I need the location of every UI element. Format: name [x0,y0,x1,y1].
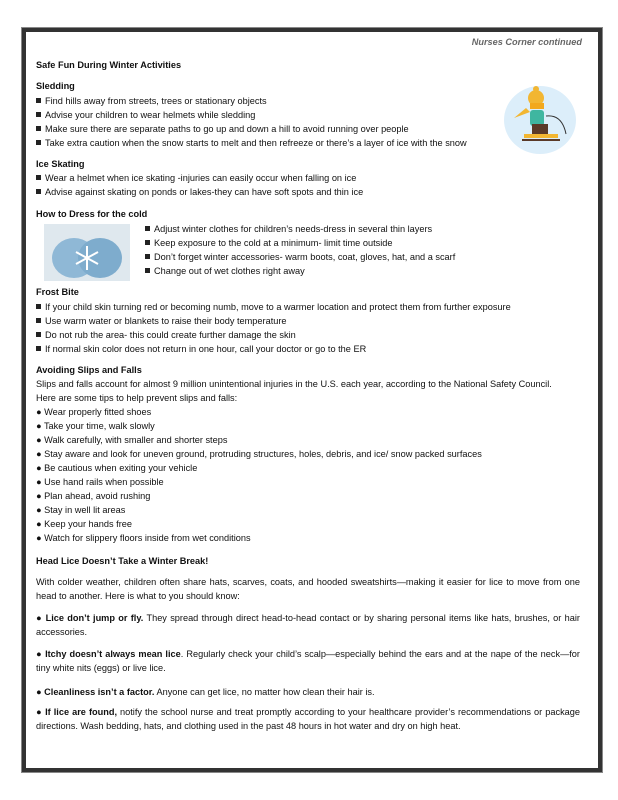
dot-bullet-icon: ● [36,649,43,659]
list-item [36,343,366,355]
dot-bullet-icon: ● [36,533,42,543]
list-item [36,490,150,502]
dot-bullet-icon: ● [36,435,42,445]
list-item [36,95,267,107]
lice-point-lead: Cleanliness isn’t a factor. [44,687,155,697]
list-item [36,420,155,432]
mittens-snowflake-photo [44,224,130,281]
square-bullet-icon [145,240,150,245]
list-item-text: Take your time, walk slowly [43,421,155,431]
frostbite-heading: Frost Bite [36,287,79,297]
list-item-text: Keep exposure to the cold at a minimum- limit time outside [154,238,393,248]
list-item-text: Keep your hands free [44,519,132,529]
lice-point-lead: Itchy doesn’t always mean lice [45,649,181,659]
dot-bullet-icon: ● [36,421,42,431]
page-title: Safe Fun During Winter Activities [36,60,182,70]
square-bullet-icon [36,112,41,117]
lice-point-text: Anyone can get lice, no matter how clean their hair is. [154,687,375,697]
list-item [36,137,467,149]
list-item-text: Wear a helmet when ice skating -injuries can easily occur when falling on ice [45,173,357,183]
dress-heading: How to Dress for the cold [36,209,148,219]
list-item [145,223,432,235]
list-item [36,434,227,446]
lice-point [36,705,580,733]
list-item-text: If normal skin color does not return in one hour, call your doctor or go to the ER [45,344,367,354]
dot-bullet-icon: ● [36,477,42,487]
square-bullet-icon [36,98,41,103]
list-item-text: Use warm water or blankets to raise their body temperature [45,316,287,326]
list-item [36,462,197,474]
lice-point-text: . Regularly check your child’s scalp—especially behind the ears and at the nape of the neck—for tiny white nits (eggs) or live lice. [36,649,580,674]
list-item-text: Do not rub the area- this could create further damage the skin [45,330,296,340]
slips-intro-line1: Slips and falls account for almost 9 million unintentional injuries in the U.S. each year, according to the National Safety Council. [36,379,552,389]
lice-heading: Head Lice Doesn’t Take a Winter Break! [36,556,209,566]
list-item [36,532,251,544]
running-header: Nurses Corner continued [471,37,582,47]
list-item-text: Adjust winter clothes for children’s needs-dress in several thin layers [154,224,433,234]
list-item [36,301,511,313]
list-item-text: If your child skin turning red or becoming numb, move to a warmer location and protect them from further exposure [45,302,511,312]
list-item-text: Take extra caution when the snow starts to melt and then refreeze or there’s a layer of ice with the snow [45,138,467,148]
slips-heading: Avoiding Slips and Falls [36,365,142,375]
square-bullet-icon [36,304,41,309]
slips-intro-line2: Here are some tips to help prevent slips and falls: [36,393,238,403]
dot-bullet-icon: ● [36,707,43,717]
list-item [36,518,132,530]
list-item [36,123,409,135]
lice-point [36,685,580,699]
list-item-text: Plan ahead, avoid rushing [44,491,151,501]
list-item [145,237,392,249]
list-item [36,172,356,184]
list-item-text: Watch for slippery floors inside from wet conditions [44,533,251,543]
child-sledding-illustration [502,84,578,154]
square-bullet-icon [145,254,150,259]
list-item [36,476,164,488]
ice-skating-heading: Ice Skating [36,159,85,169]
sledding-heading: Sledding [36,81,75,91]
lice-point-text: They spread through direct head-to-head contact or by sharing personal items like hats, brushes, or hair accessories. [36,613,580,638]
lice-point-lead: Lice don’t jump or fly. [45,613,144,623]
square-bullet-icon [145,226,150,231]
square-bullet-icon [36,189,41,194]
square-bullet-icon [36,332,41,337]
square-bullet-icon [36,140,41,145]
square-bullet-icon [36,126,41,131]
list-item-text: Walk carefully, with smaller and shorter steps [44,435,228,445]
dot-bullet-icon: ● [36,449,42,459]
list-item-text: Advise your children to wear helmets while sledding [45,110,256,120]
list-item [36,406,151,418]
square-bullet-icon [145,268,150,273]
list-item-text: Change out of wet clothes right away [154,266,305,276]
lice-point-text: notify the school nurse and treat promptly according to your healthcare provider’s recommendations or package directions. Wash bedding, hats, and clothing used in the past 48 hours in hot water and dry on high heat. [36,707,580,732]
list-item [36,329,296,341]
dot-bullet-icon: ● [36,613,43,623]
square-bullet-icon [36,175,41,180]
list-item [36,315,287,327]
list-item-text: Don’t forget winter accessories- warm boots, coat, gloves, hat, and a scarf [154,252,456,262]
square-bullet-icon [36,346,41,351]
dot-bullet-icon: ● [36,463,42,473]
dot-bullet-icon: ● [36,407,42,417]
list-item [36,186,363,198]
dot-bullet-icon: ● [36,519,42,529]
list-item-text: Advise against skating on ponds or lakes-they can have soft spots and thin ice [45,187,364,197]
list-item-text: Find hills away from streets, trees or stationary objects [45,96,267,106]
list-item-text: Be cautious when exiting your vehicle [44,463,198,473]
list-item-text: Wear properly fitted shoes [44,407,152,417]
square-bullet-icon [36,318,41,323]
dot-bullet-icon: ● [36,491,42,501]
list-item [145,251,455,263]
list-item [36,504,125,516]
lice-point [36,647,580,675]
lice-intro: With colder weather, children often share hats, scarves, coats, and hooded sweatshirts—making it easier for lice to move from one head to another. Here is what to you should know: [36,577,580,602]
list-item-text: Stay aware and look for uneven ground, protruding structures, holes, debris, and ice/ snow packed surfaces [44,449,482,459]
dot-bullet-icon: ● [36,687,42,697]
list-item [145,265,305,277]
lice-point [36,611,580,639]
list-item [36,109,255,121]
lice-point-lead: If lice are found, [45,707,117,717]
list-item [36,448,482,460]
list-item-text: Stay in well lit areas [44,505,126,515]
dot-bullet-icon: ● [36,505,42,515]
list-item-text: Make sure there are separate paths to go up and down a hill to avoid running over people [45,124,409,134]
list-item-text: Use hand rails when possible [44,477,164,487]
